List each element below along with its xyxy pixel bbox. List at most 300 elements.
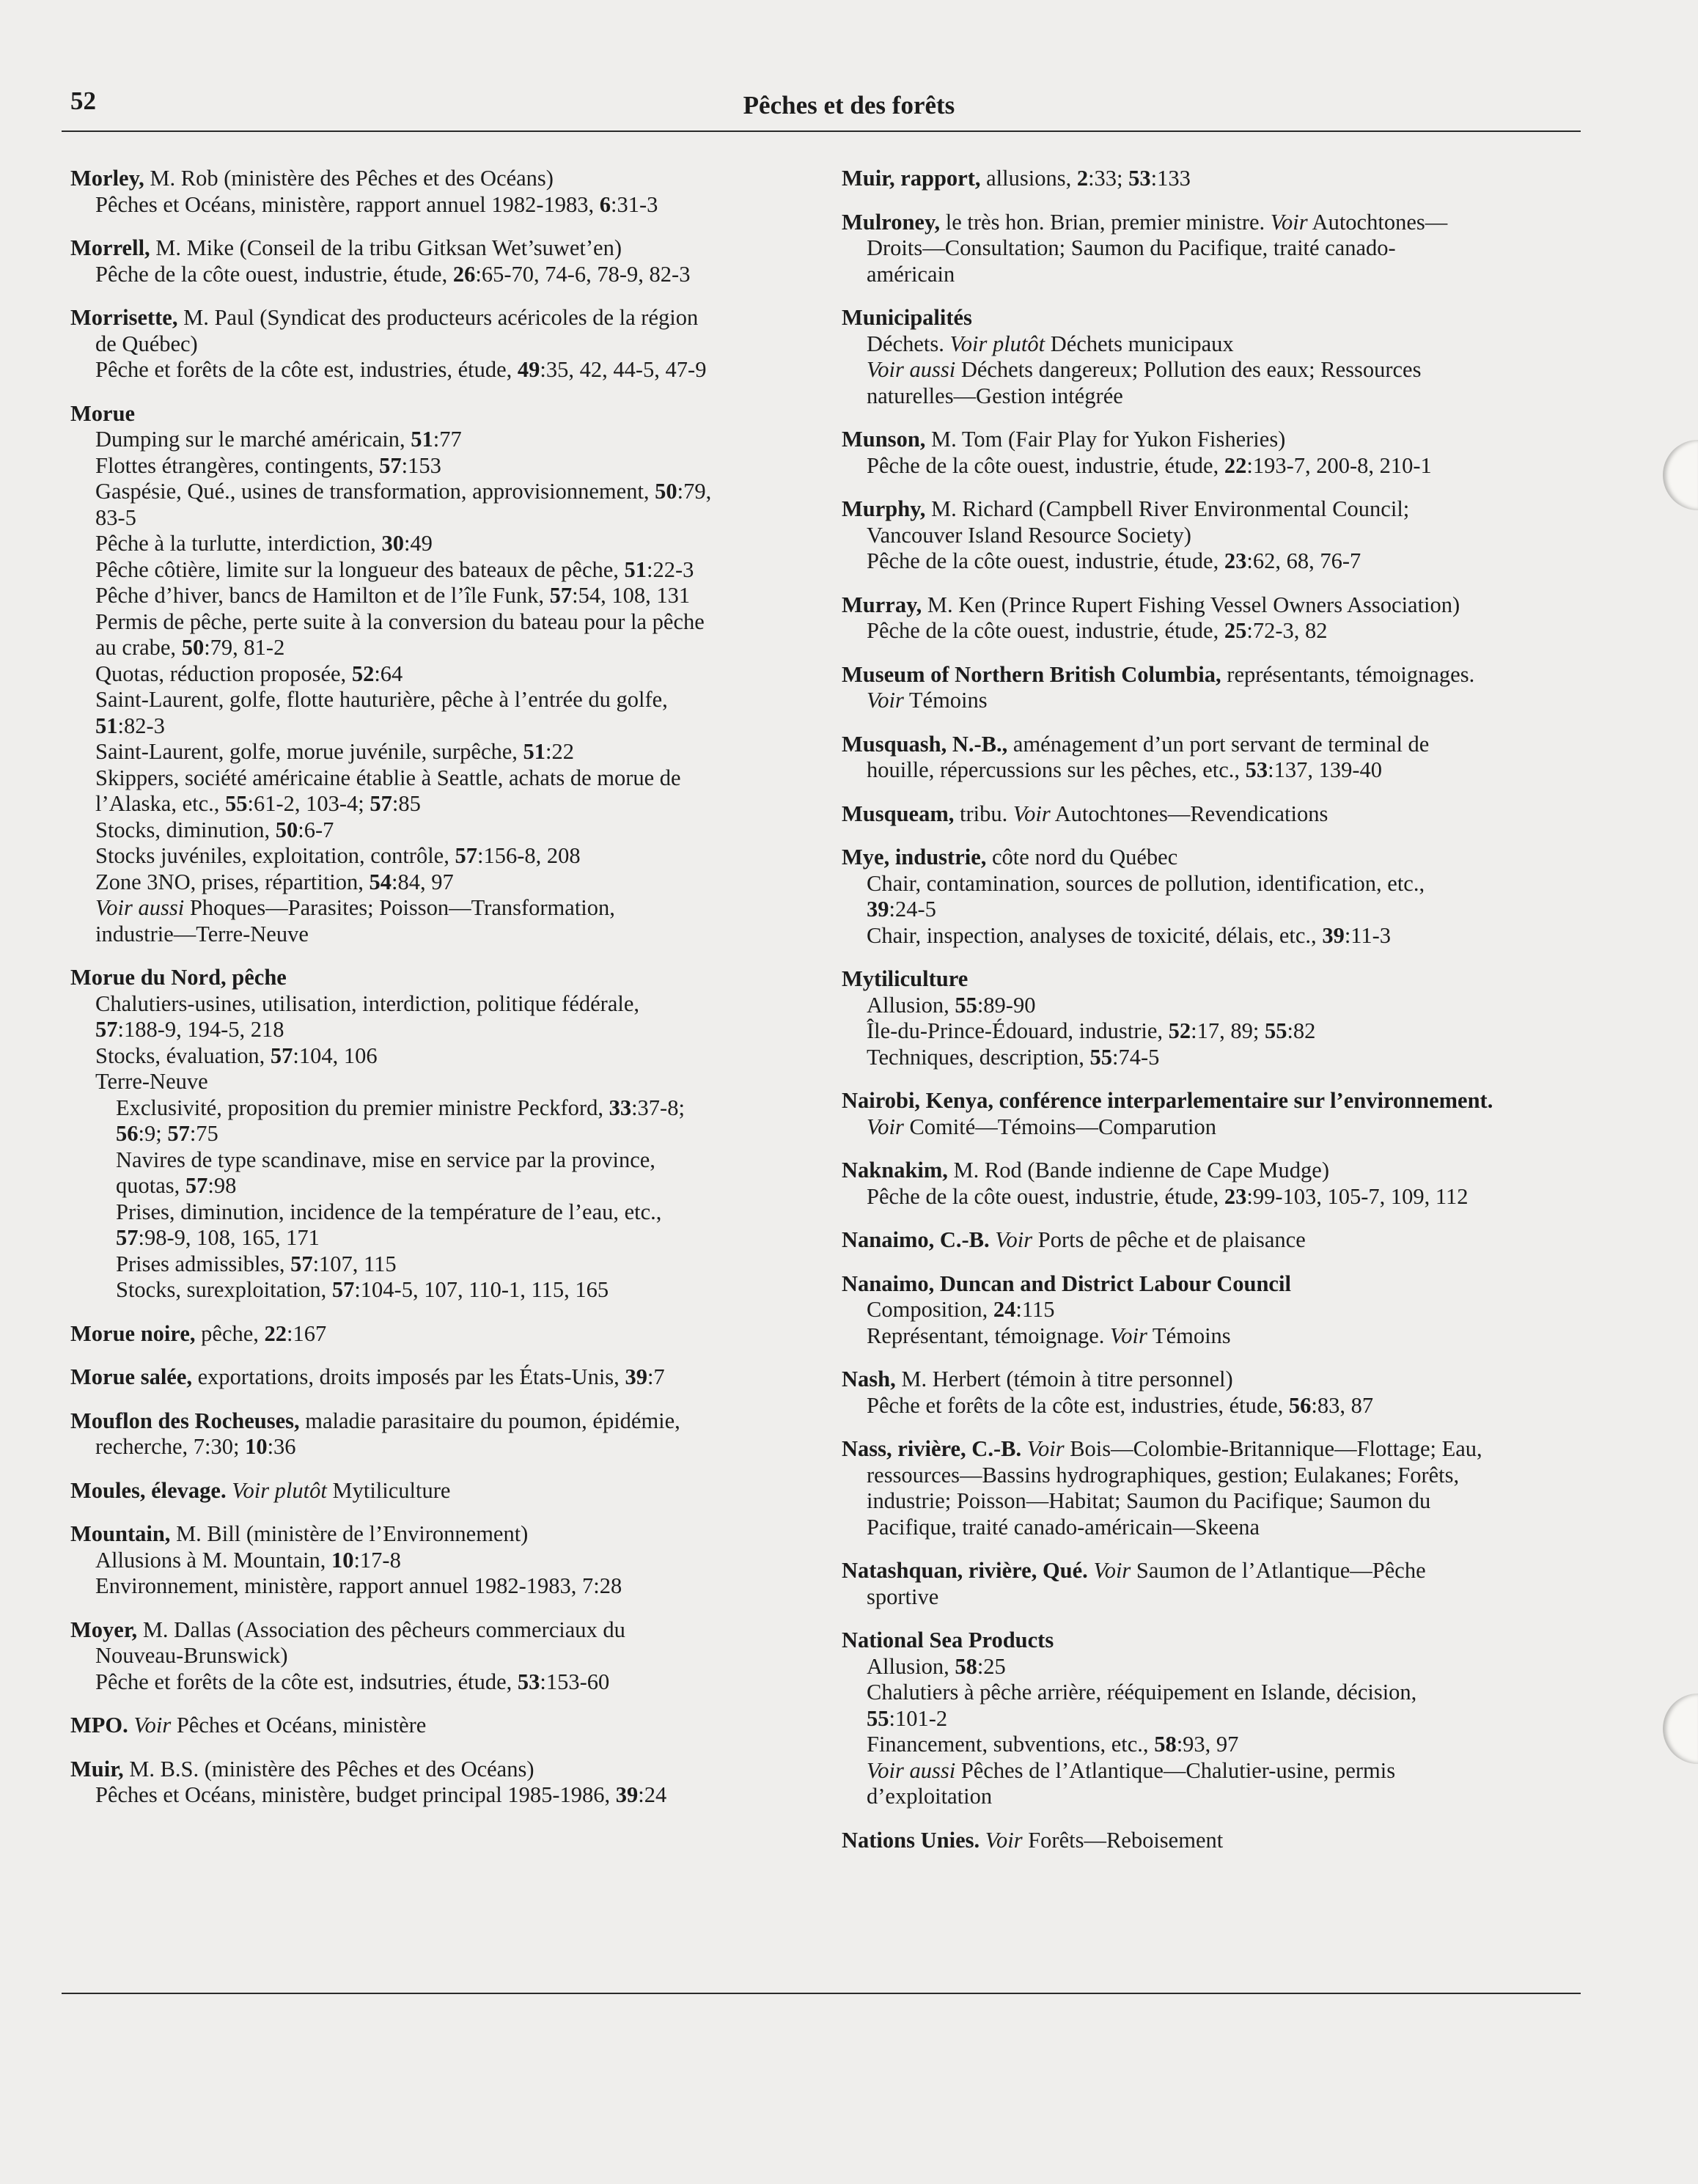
entry-subline: [842, 1463, 1582, 1489]
bold-term: Morue noire,: [70, 1320, 196, 1346]
entry-heading-line: [842, 427, 1582, 453]
bold-term: 23: [1224, 1183, 1247, 1209]
index-entry: [70, 166, 811, 218]
entry-subline: [70, 1095, 811, 1122]
bold-term: 25: [1224, 618, 1247, 643]
entry-text: Exclusivité, proposition du premier ministre Peckford,: [116, 1095, 609, 1120]
entry-subline: [70, 791, 811, 817]
entry-heading-line: [70, 305, 811, 331]
bold-term: 55: [867, 1705, 889, 1731]
entry-text: côte nord du Québec: [986, 845, 1178, 869]
entry-text: Autochtones—: [1307, 209, 1448, 235]
bold-term: 30: [381, 531, 404, 556]
entry-heading-line: [70, 1521, 811, 1548]
entry-text: Pêches et Océans, ministère: [171, 1713, 427, 1738]
bold-term: 58: [1154, 1732, 1177, 1757]
entry-subline: [70, 739, 811, 765]
entry-heading-line: [842, 1088, 1582, 1114]
bold-term: Moyer,: [70, 1617, 138, 1642]
bold-term: 57: [370, 791, 392, 816]
entry-text: Pêche et forêts de la côte est, industries, étude,: [95, 357, 518, 382]
entry-subline: [842, 1184, 1582, 1210]
entry-subline: [842, 383, 1582, 410]
entry-text: :107, 115: [312, 1251, 397, 1276]
entry-text: :167: [287, 1320, 327, 1346]
bold-term: 56: [116, 1121, 139, 1146]
entry-text: :93, 97: [1176, 1732, 1239, 1757]
entry-text: houille, répercussions sur les pêches, etc.,: [867, 757, 1246, 782]
entry-text: Vancouver Island Resource Society): [867, 522, 1191, 548]
entry-text: :104-5, 107, 110-1, 115, 165: [354, 1277, 609, 1302]
header-rule: [62, 130, 1581, 132]
index-entry: [70, 235, 811, 287]
entry-subline: [842, 993, 1582, 1019]
entry-heading-line: [70, 401, 811, 427]
index-entry: [842, 305, 1582, 409]
index-entry: [70, 1617, 811, 1696]
cross-reference-label: Voir aussi: [867, 1757, 956, 1783]
entry-text: Stocks juvéniles, exploitation, contrôle,: [95, 843, 455, 868]
entry-subline: [842, 1654, 1582, 1680]
bold-term: 57: [549, 583, 573, 608]
entry-text: aménagement d’un port servant de terminal de: [1007, 731, 1430, 757]
binder-hole: [1663, 440, 1698, 510]
entry-text: :104, 106: [293, 1043, 378, 1068]
entry-text: industrie—Terre-Neuve: [95, 921, 309, 946]
index-entry: [842, 166, 1582, 192]
entry-heading-line: [842, 732, 1582, 758]
entry-text: :9;: [138, 1121, 168, 1146]
index-entry: [70, 965, 811, 1304]
entry-text: représentants, témoignages.: [1221, 661, 1475, 687]
entry-text: Chair, inspection, analyses de toxicité, délais, etc.,: [867, 922, 1323, 948]
bold-term: 51: [523, 739, 546, 764]
entry-text: :74-5: [1111, 1044, 1160, 1070]
bold-term: Munson,: [842, 427, 926, 452]
bold-term: Morue du Nord, pêche: [70, 965, 287, 990]
entry-subline: [842, 757, 1582, 784]
entry-subline: [70, 453, 811, 479]
bold-term: 39: [867, 897, 889, 922]
entry-subline: [70, 895, 811, 922]
bold-term: 10: [331, 1547, 354, 1573]
index-entry: [842, 1158, 1582, 1210]
entry-subline: [842, 262, 1582, 288]
entry-text: M. Rob (ministère des Pêches et des Océans): [144, 166, 554, 191]
entry-subline: [70, 479, 811, 505]
bold-term: 55: [955, 992, 977, 1018]
entry-text: :24-5: [889, 897, 936, 922]
bold-term: Nanaimo, Duncan and District Labour Council: [842, 1271, 1291, 1296]
entry-text: Pêche de la côte ouest, industrie, étude,: [867, 548, 1224, 573]
bold-term: 58: [955, 1653, 977, 1679]
entry-text: M. Bill (ministère de l’Environnement): [170, 1521, 529, 1546]
entry-subline: [842, 923, 1582, 949]
entry-heading-line: [70, 1321, 811, 1347]
entry-text: Gaspésie, Qué., usines de transformation, approvisionnement,: [95, 479, 655, 504]
entry-subline: [70, 922, 811, 948]
entry-subline: [70, 817, 811, 844]
bold-term: 23: [1224, 548, 1247, 573]
bold-term: Moules, élevage.: [70, 1477, 227, 1503]
entry-text: Mytiliculture: [326, 1477, 451, 1503]
entry-text: Forêts—Reboisement: [1022, 1827, 1224, 1853]
entry-text: :17-8: [353, 1547, 401, 1573]
entry-text: :22: [545, 739, 575, 764]
entry-subline: [70, 1573, 811, 1600]
entry-text: Prises, diminution, incidence de la température de l’eau, etc.,: [116, 1199, 662, 1224]
entry-text: :35, 42, 44-5, 47-9: [540, 357, 707, 382]
entry-subline: [70, 192, 811, 218]
entry-text: :17, 89;: [1191, 1018, 1265, 1043]
bold-term: 10: [245, 1434, 268, 1459]
entry-text: M. B.S. (ministère des Pêches et des Océans): [123, 1756, 534, 1782]
entry-subline: [70, 869, 811, 896]
entry-text: tribu.: [954, 801, 1013, 826]
entry-text: Pêche de la côte ouest, industrie, étude,: [867, 452, 1224, 478]
entry-heading-line: [842, 845, 1582, 871]
bold-term: 52: [351, 661, 375, 686]
entry-text: Pêche de la côte ouest, industrie, étude,: [867, 618, 1224, 643]
bold-term: Mytiliculture: [842, 966, 969, 991]
entry-heading-line: [842, 166, 1582, 192]
bold-term: Musquash, N.-B.,: [842, 731, 1008, 757]
entry-text: :193-7, 200-8, 210-1: [1246, 452, 1432, 478]
entry-text: quotas,: [116, 1173, 185, 1198]
entry-text: :98: [207, 1173, 237, 1198]
entry-text: :156-8, 208: [477, 843, 581, 868]
index-entry: [842, 1367, 1582, 1419]
entry-subline: [70, 1147, 811, 1174]
entry-subline: [842, 1488, 1582, 1515]
entry-text: :83, 87: [1311, 1392, 1374, 1418]
index-entry: [70, 401, 811, 948]
index-entry: [842, 1436, 1582, 1540]
index-entry: [70, 1521, 811, 1600]
entry-text: Pêche à la turlutte, interdiction,: [95, 531, 382, 556]
entry-heading-line: [842, 662, 1582, 688]
entry-text: Témoins: [903, 688, 988, 713]
entry-text: Déchets municipaux: [1045, 331, 1234, 356]
entry-subline: [842, 548, 1582, 575]
bold-term: 39: [1322, 922, 1345, 948]
bold-term: 50: [181, 635, 205, 660]
cross-reference-label: Voir: [1026, 1436, 1065, 1461]
entry-text: Stocks, évaluation,: [95, 1043, 271, 1068]
bold-term: 51: [411, 427, 433, 452]
entry-text: :49: [403, 531, 433, 556]
entry-text: Pêche côtière, limite sur la longueur des bateaux de pêche,: [95, 556, 625, 582]
entry-subline: [70, 505, 811, 532]
entry-text: :85: [392, 791, 421, 816]
entry-text: :64: [374, 661, 403, 686]
entry-subline: [70, 1199, 811, 1226]
entry-heading-line: [842, 1436, 1582, 1463]
entry-text: recherche, 7:30;: [95, 1434, 246, 1459]
bold-term: Musqueam,: [842, 801, 955, 826]
entry-text: :6-7: [298, 817, 334, 842]
bold-term: Morue: [70, 400, 136, 426]
entry-subline: [70, 557, 811, 584]
cross-reference-label: Voir: [1110, 1323, 1147, 1348]
entry-text: :137, 139-40: [1268, 757, 1383, 782]
entry-text: Autochtones—Revendications: [1050, 801, 1328, 826]
entry-text: d’exploitation: [867, 1784, 993, 1809]
bold-term: 57: [455, 843, 477, 868]
entry-subline: [70, 357, 811, 383]
bold-term: Murphy,: [842, 496, 926, 521]
bold-term: 57: [95, 1017, 118, 1042]
index-entry: [70, 1757, 811, 1809]
cross-reference-label: Voir plutôt: [949, 331, 1045, 356]
bold-term: Mountain,: [70, 1521, 171, 1546]
entry-text: Skippers, société américaine établie à Seattle, achats de morue de: [95, 765, 681, 790]
bold-term: 57: [290, 1251, 313, 1276]
index-entry: [842, 496, 1582, 575]
entry-heading-line: [70, 1408, 811, 1435]
entry-text: Pacifique, traité canado-américain—Skeena: [867, 1514, 1260, 1540]
entry-text: :99-103, 105-7, 109, 112: [1246, 1183, 1469, 1209]
entry-heading-line: [842, 1271, 1582, 1298]
entry-text: M. Richard (Campbell River Environmental Council;: [925, 496, 1410, 521]
entry-heading-line: [70, 166, 811, 192]
index-entry: [842, 1271, 1582, 1350]
bold-term: 2: [1076, 166, 1089, 191]
index-entry: [70, 305, 811, 383]
entry-text: :22-3: [647, 556, 694, 582]
entry-text: :82-3: [117, 713, 165, 738]
bold-term: Nass, rivière, C.-B.: [842, 1436, 1022, 1461]
entry-heading-line: [842, 966, 1582, 993]
bold-term: 49: [517, 357, 540, 382]
entry-subline: [70, 331, 811, 358]
index-entry: [842, 1628, 1582, 1810]
entry-subline: [70, 1643, 811, 1669]
entry-text: Environnement, ministère, rapport annuel 1982-1983, 7:28: [95, 1573, 622, 1598]
entry-subline: [70, 661, 811, 688]
index-entry: [842, 592, 1582, 644]
entry-subline: [70, 1782, 811, 1809]
bold-term: Mulroney,: [842, 209, 941, 235]
entry-text: Allusion,: [867, 1653, 955, 1679]
bold-term: Mouflon des Rocheuses,: [70, 1408, 300, 1433]
bold-term: 57: [270, 1043, 293, 1068]
entry-text: Ports de pêche et de plaisance: [1032, 1227, 1306, 1252]
entry-text: pêche,: [195, 1320, 265, 1346]
entry-text: Stocks, diminution,: [95, 817, 276, 842]
index-entry: [842, 1088, 1582, 1140]
entry-subline: [842, 235, 1582, 262]
entry-text: ressources—Bassins hydrographiques, gestion; Eulakanes; Forêts,: [867, 1462, 1460, 1488]
entry-text: Comité—Témoins—Comparution: [903, 1114, 1216, 1139]
bold-term: 53: [1128, 166, 1151, 191]
bold-term: Naknakim,: [842, 1158, 948, 1183]
entry-text: Bois—Colombie-Britannique—Flottage; Eau,: [1064, 1436, 1482, 1461]
entry-text: :75: [189, 1121, 218, 1146]
entry-heading-line: [842, 1558, 1582, 1584]
index-entry: [842, 210, 1582, 288]
entry-heading-line: [70, 235, 811, 262]
entry-text: Pêche et forêts de la côte est, indsutries, étude,: [95, 1669, 518, 1694]
entry-subline: [842, 1584, 1582, 1611]
entry-text: Terre-Neuve: [95, 1069, 208, 1094]
entry-text: :82: [1287, 1018, 1316, 1043]
entry-text: :101-2: [889, 1705, 948, 1731]
index-entry: [842, 1558, 1582, 1610]
entry-subline: [70, 583, 811, 609]
entry-text: :77: [433, 427, 462, 452]
entry-subline: [70, 1669, 811, 1696]
entry-text: :153: [401, 452, 441, 478]
entry-text: le très hon. Brian, premier ministre.: [940, 209, 1271, 235]
entry-text: Pêches et Océans, ministère, rapport annuel 1982-1983,: [95, 191, 600, 217]
entry-text: Chalutiers-usines, utilisation, interdiction, politique fédérale,: [95, 990, 639, 1016]
entry-heading-line: [842, 1227, 1582, 1254]
entry-subline: [70, 991, 811, 1018]
entry-text: :7: [647, 1364, 665, 1389]
entry-text: américain: [867, 261, 955, 287]
entry-text: :153-60: [540, 1669, 610, 1694]
bold-term: 55: [1264, 1018, 1287, 1043]
bold-term: Morrisette,: [70, 305, 178, 330]
cross-reference-label: Voir: [1012, 801, 1051, 826]
cross-reference-label: Voir: [1093, 1558, 1131, 1583]
entry-text: Île-du-Prince-Édouard, industrie,: [867, 1018, 1169, 1043]
entry-heading-line: [842, 592, 1582, 619]
entry-subline: [70, 1121, 811, 1147]
footer-rule: [62, 1993, 1581, 1994]
entry-heading-line: [842, 1367, 1582, 1393]
entry-text: 83-5: [95, 504, 136, 530]
entry-subline: [842, 1045, 1582, 1071]
cross-reference-label: Voir aussi: [867, 357, 956, 382]
entry-text: Permis de pêche, perte suite à la conversion du bateau pour la pêche: [95, 608, 705, 634]
index-entry: [842, 1227, 1582, 1254]
entry-subline: [842, 1732, 1582, 1758]
entry-subline: [842, 1393, 1582, 1419]
cross-reference-label: Voir: [133, 1713, 172, 1738]
entry-text: :65-70, 74-6, 78-9, 82-3: [475, 261, 691, 287]
entry-subline: [70, 1225, 811, 1251]
entry-text: :33;: [1088, 166, 1129, 191]
index-entry: [70, 1364, 811, 1391]
entry-text: Composition,: [867, 1297, 993, 1322]
entry-text: Déchets.: [867, 331, 950, 356]
entry-subline: [70, 1173, 811, 1199]
entry-text: M. Mike (Conseil de la tribu Gitksan Wet’suwet’en): [150, 235, 622, 260]
entry-heading-line: [70, 1713, 811, 1739]
entry-text: :98-9, 108, 165, 171: [138, 1225, 320, 1250]
entry-text: Déchets dangereux; Pollution des eaux; Ressources: [955, 357, 1422, 382]
bold-term: 57: [185, 1173, 208, 1198]
entry-text: sportive: [867, 1584, 939, 1609]
entry-text: Dumping sur le marché américain,: [95, 427, 411, 452]
entry-subline: [70, 609, 811, 636]
bold-term: Nairobi, Kenya, conférence interparlementaire sur l’environnement.: [842, 1088, 1493, 1113]
entry-heading-line: [70, 965, 811, 991]
entry-text: Stocks, surexploitation,: [116, 1277, 332, 1302]
entry-subline: [842, 1515, 1582, 1541]
entry-text: [980, 1828, 985, 1853]
bold-term: 57: [116, 1225, 139, 1250]
page-number: 52: [70, 87, 96, 115]
cross-reference-label: Voir aussi: [95, 895, 185, 920]
entry-text: :54, 108, 131: [572, 583, 691, 608]
entry-subline: [842, 871, 1582, 897]
entry-subline: [842, 331, 1582, 358]
entry-subline: [842, 523, 1582, 549]
index-entry: [842, 662, 1582, 714]
entry-heading-line: [842, 305, 1582, 331]
entry-text: Pêche de la côte ouest, industrie, étude,: [867, 1183, 1224, 1209]
entry-subline: [70, 1277, 811, 1304]
entry-subline: [842, 618, 1582, 644]
entry-text: :31-3: [611, 191, 658, 217]
entry-text: Représentant, témoignage.: [867, 1323, 1111, 1348]
entry-text: allusions,: [980, 166, 1077, 191]
entry-heading-line: [70, 1478, 811, 1504]
entry-subline: [70, 1251, 811, 1278]
entry-text: M. Dallas (Association des pêcheurs commerciaux du: [137, 1617, 625, 1642]
cross-reference-label: Voir: [1270, 209, 1308, 235]
entry-text: Chalutiers à pêche arrière, rééquipement en Islande, décision,: [867, 1680, 1417, 1705]
cross-reference-label: Voir: [867, 688, 904, 713]
bold-term: 56: [1288, 1392, 1312, 1418]
bold-term: Muir, rapport,: [842, 166, 981, 191]
entry-subline: [842, 1758, 1582, 1784]
bold-term: 51: [95, 713, 118, 738]
index-entry: [842, 801, 1582, 828]
bold-term: 33: [609, 1095, 632, 1120]
entry-text: Flottes étrangères, contingents,: [95, 452, 380, 478]
entry-heading-line: [70, 1617, 811, 1644]
entry-text: M. Herbert (témoin à titre personnel): [895, 1367, 1233, 1391]
left-index-column: [70, 166, 811, 1826]
bold-term: Museum of Northern British Columbia,: [842, 661, 1221, 687]
index-entry: [842, 845, 1582, 949]
entry-text: naturelles—Gestion intégrée: [867, 383, 1123, 408]
bold-term: 22: [264, 1320, 287, 1346]
entry-subline: [70, 765, 811, 792]
entry-text: :25: [977, 1653, 1006, 1679]
entry-text: :89-90: [977, 992, 1036, 1018]
index-entry: [70, 1321, 811, 1347]
bold-term: Nations Unies.: [842, 1827, 980, 1853]
entry-subline: [70, 843, 811, 869]
entry-heading-line: [842, 1628, 1582, 1654]
bold-term: Murray,: [842, 592, 922, 617]
entry-text: de Québec): [95, 331, 198, 356]
entry-subline: [842, 1323, 1582, 1350]
bold-term: Morue salée,: [70, 1364, 192, 1389]
entry-text: Navires de type scandinave, mise en service par la province,: [116, 1147, 655, 1172]
entry-text: l’Alaska, etc.,: [95, 791, 225, 816]
entry-subline: [842, 897, 1582, 923]
entry-text: Pêches et Océans, ministère, budget principal 1985-1986,: [95, 1782, 616, 1807]
running-title: Pêches et des forêts: [743, 91, 955, 120]
entry-text: maladie parasitaire du poumon, épidémie,: [299, 1408, 680, 1433]
entry-text: :133: [1150, 166, 1191, 191]
entry-text: :37-8;: [631, 1095, 685, 1120]
bold-term: Natashquan, rivière, Qué.: [842, 1558, 1088, 1583]
entry-subline: [70, 1434, 811, 1460]
bold-term: 39: [615, 1782, 639, 1807]
entry-text: Allusions à M. Mountain,: [95, 1547, 331, 1573]
entry-subline: [842, 1680, 1582, 1706]
entry-subline: [70, 1017, 811, 1043]
entry-heading-line: [842, 1828, 1582, 1854]
bold-term: Nanaimo, C.-B.: [842, 1227, 990, 1252]
